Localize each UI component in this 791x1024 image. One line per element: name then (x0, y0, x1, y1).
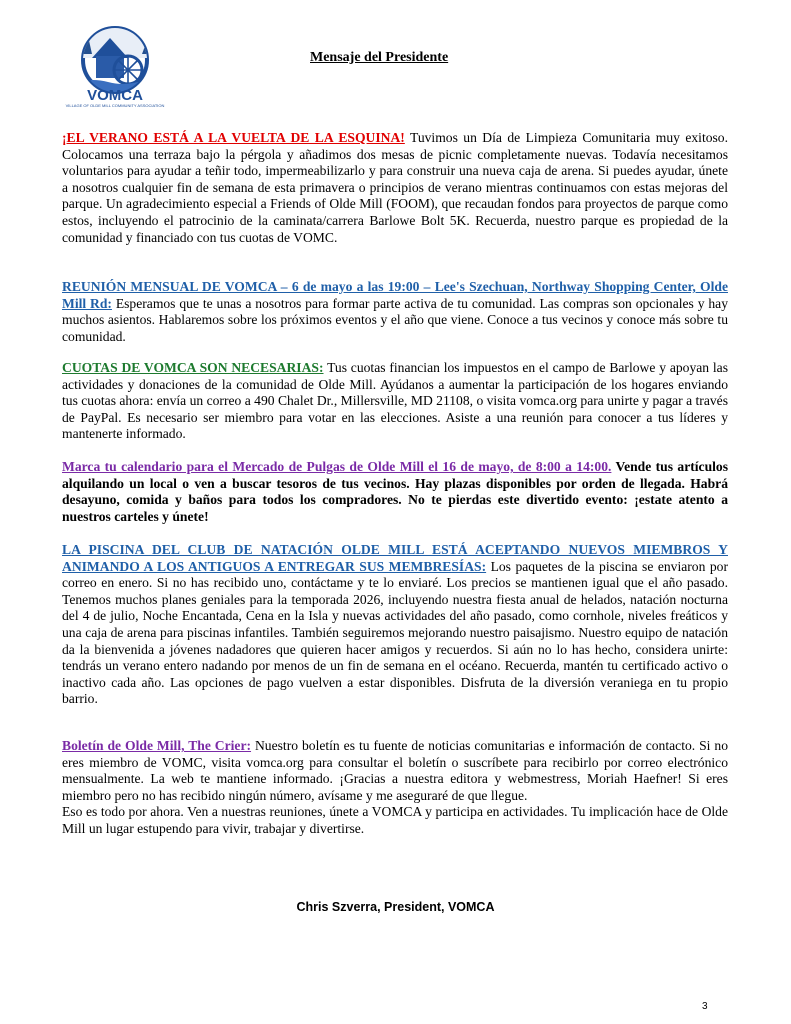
section-body-summer: Tuvimos un Día de Limpieza Comunitaria muy exitoso. Colocamos una terraza bajo la pérgola y añadimos dos mesas de picnic completamente nuevas. Todavía necesitamos voluntarios para ayudar a teñir todo, impermeabilizarlo y para construir una nueva caja de arena. Si puedes ayudar, únete a nosotros cualquier fin de semana de esta primavera o principios de verano mientras continuamos con estas mejoras del parque. Un agradecimiento especial a Friends of Olde Mill (FOOM), que recaudan fondos para proyectos de parque como estos, incluyendo el patrocinio de la caminata/carrera Barlowe Bolt 5K. Recuerda, nuestro parque es propiedad de la comunidad y financiado con tus cuotas de VOMC. (62, 130, 729, 245)
page-number: 3 (702, 1001, 708, 1012)
closing-text: Eso es todo por ahora. Ven a nuestras reuniones, únete a VOMCA y participa en actividades. Tu implicación hace de Olde Mill un lugar estupendo para vivir, trabajar y divertirse. (62, 804, 728, 836)
section-heading-dues: CUOTAS DE VOMCA SON NECESARIAS: (62, 360, 324, 375)
section-newsletter (62, 738, 728, 838)
section-pool (62, 542, 728, 708)
section-body-newsletter: Nuestro boletín es tu fuente de noticias comunitarias e información de contacto. Si no eres miembro de VOMC, visita vomca.org para consultar el boletín o suscríbete para recibirlo por correo electrónico mensualmente. La web te mantiene informado. ¡Gracias a nuestra editora y webmestress, Moriah Haefner! Si eres miembro pero no has recibido ningún número, avísame y me aseguraré de que llegue. (62, 738, 728, 803)
section-heading-pool: LA PISCINA DEL CLUB DE NATACIÓN OLDE MILL ESTÁ ACEPTANDO NUEVOS MIEMBROS Y ANIMANDO A LOS ANTIGUOS A ENTREGAR SUS MEMBRESÍAS: (62, 542, 728, 574)
section-heading-newsletter: Boletín de Olde Mill, The Crier: (62, 738, 252, 753)
vomca-logo (58, 24, 173, 108)
section-heading-monthly-meeting: REUNIÓN MENSUAL DE VOMCA – 6 de mayo a las 19:00 – Lee's Szechuan, Northway Shopping Center, Olde Mill Rd: (62, 279, 728, 311)
section-heading-flea-market: Marca tu calendario para el Mercado de Pulgas de Olde Mill el 16 de mayo, de 8:00 a 14:00. (62, 459, 612, 474)
section-body-dues: Tus cuotas financian los impuestos en el campo de Barlowe y apoyan las actividades y donaciones de la comunidad de Olde Mill. Ayúdanos a aumentar la participación de los hogares enviando tus cuotas ahora: envía un correo a 490 Chalet Dr., Millersville, MD 21108, o visita vomca.org para unirte y pagar a través de PayPal. Es necesario ser miembro para votar en las elecciones. Asiste a una reunión para conocer a tus líderes y mantenerte informado. (62, 360, 728, 442)
section-monthly-meeting (62, 279, 728, 345)
signature: Chris Szverra, President, VOMCA (296, 900, 495, 914)
section-dues (62, 360, 728, 443)
page-title: Mensaje del Presidente (310, 50, 449, 65)
section-heading-summer: ¡EL VERANO ESTÁ A LA VUELTA DE LA ESQUINA! (62, 130, 405, 145)
section-body-monthly-meeting: Esperamos que te unas a nosotros para formar parte activa de tu comunidad. Las compras son opcionales y hay muchos asientos. Hablaremos sobre los próximos eventos y el año que viene. Conoce a tus vecinos y conoce más sobre tu comunidad. (62, 295, 729, 344)
logo-tagline: VILLAGE OF OLDE MILL COMMUNITY ASSOCIATION (65, 103, 165, 108)
section-summer (62, 130, 728, 246)
section-body-pool: Los paquetes de la piscina se enviaron por correo en enero. Si no has recibido uno, contáctame y te lo enviaré. Los precios se mantienen igual que el año pasado. Tenemos muchos planes geniales para la temporada 2026, incluyendo nuestra fiesta anual de helados, natación nocturna del 4 de julio, Noche Encantada, Cena en la Isla y nuevas actividades del año pasado, como cornhole, niveles freáticos y una caja de arena para piscinas infantiles. También seguiremos mejorando nuestro paisajismo. Nuestro equipo de natación da la bienvenida a jóvenes nadadores que quieren hacer amigos y recuerdos. Si aún no lo has hecho, considera unirte: tendrás un verano entero nadando por menos de un fin de semana en el océano. Recuerda, mantén tu certificado activo o inactivo cada año. Las opciones de pago vuelven a estar disponibles. Disfruta de la diversión veraniega en tu propio barrio. (62, 558, 728, 707)
section-flea-market (62, 459, 728, 525)
logo-wordmark: VOMCA (87, 87, 143, 104)
section-body-flea-market: Vende tus artículos alquilando un local o ven a buscar tesoros de tus vecinos. Hay plazas disponibles por orden de llegada. Habrá desayuno, comida y baños para todos los compradores. No te pierdas este divertido evento: ¡estate atento a nuestros carteles y únete! (62, 459, 728, 524)
